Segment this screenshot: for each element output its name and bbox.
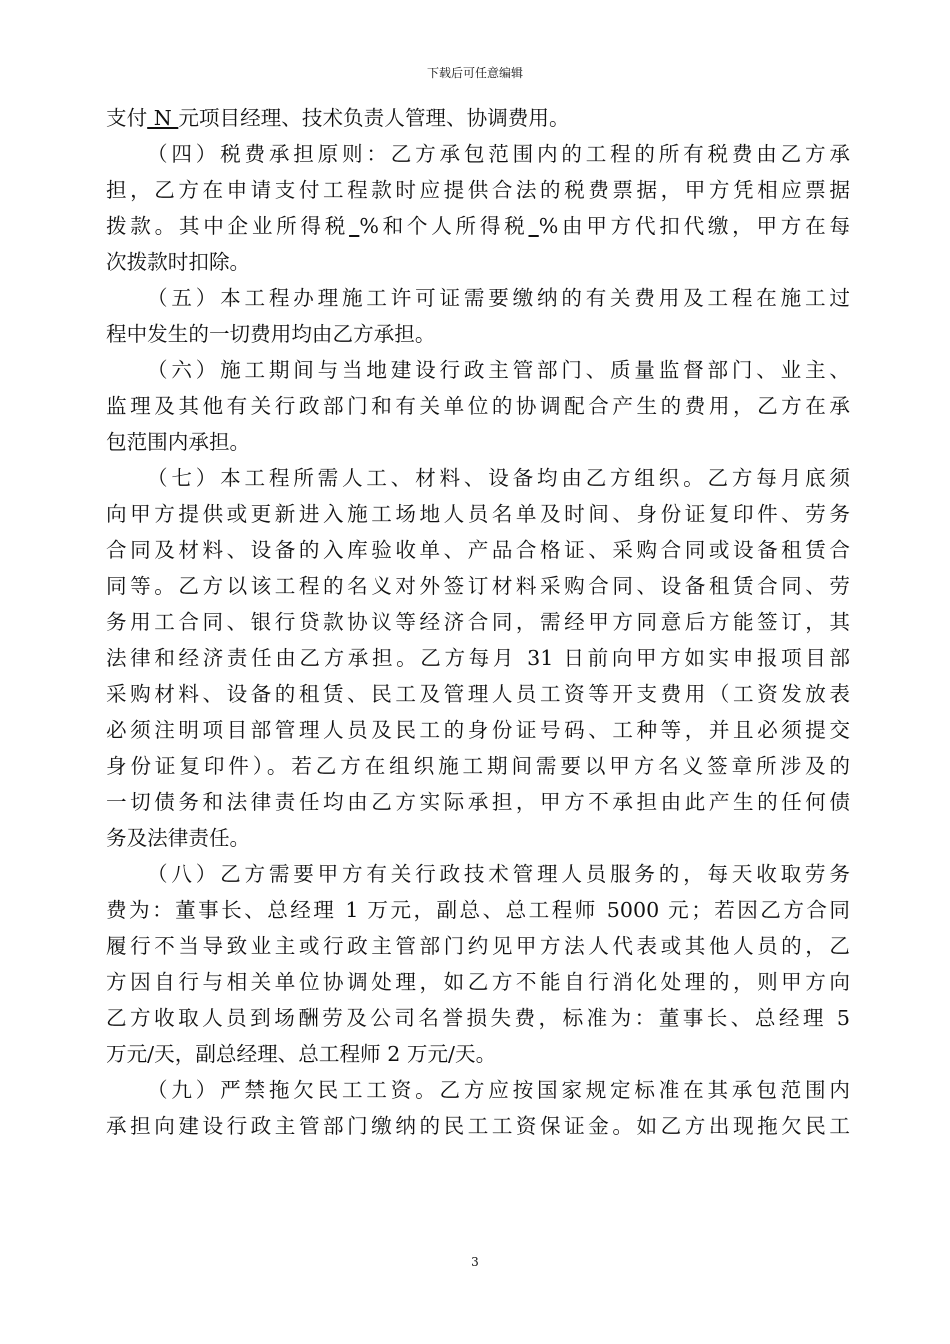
fill-in-blank: N bbox=[147, 106, 179, 130]
paragraph-line: 费为：董事长、总经理 1 万元，副总、总工程师 5000 元；若因乙方合同 bbox=[106, 898, 850, 922]
paragraph-line: （四）税费承担原则：乙方承包范围内的工程的所有税费由乙方承 bbox=[147, 142, 850, 166]
paragraph-line: （七）本工程所需人工、材料、设备均由乙方组织。乙方每月底须 bbox=[147, 466, 850, 490]
paragraph-line: 包范围内承担。 bbox=[106, 430, 251, 454]
paragraph-line: 向甲方提供或更新进入施工场地人员名单及时间、身份证复印件、劳务 bbox=[106, 502, 850, 526]
text-run: %和个人所得税 bbox=[359, 214, 529, 238]
text-run: 拨款。其中企业所得税 bbox=[106, 214, 350, 238]
paragraph-line: 程中发生的一切费用均由乙方承担。 bbox=[106, 322, 436, 346]
paragraph-line: （五）本工程办理施工许可证需要缴纳的有关费用及工程在施工过 bbox=[147, 286, 850, 310]
paragraph-line: （九）严禁拖欠民工工资。乙方应按国家规定标准在其承包范围内 bbox=[147, 1078, 850, 1102]
fill-in-blank bbox=[528, 214, 538, 238]
page-header-note: 下载后可任意编辑 bbox=[426, 66, 523, 80]
paragraph-line bbox=[106, 208, 850, 244]
paragraph-line: 合同及材料、设备的入库验收单、产品合格证、采购合同或设备租赁合 bbox=[106, 538, 850, 562]
paragraph-line: 担，乙方在申请支付工程款时应提供合法的税费票据，甲方凭相应票据 bbox=[106, 178, 850, 202]
paragraph-line: 承担向建设行政主管部门缴纳的民工工资保证金。如乙方出现拖欠民工 bbox=[106, 1114, 850, 1138]
paragraph-line bbox=[106, 100, 850, 136]
paragraph-line: 万元/天，副总经理、总工程师 2 万元/天。 bbox=[106, 1042, 497, 1066]
paragraph-line: 乙方收取人员到场酬劳及公司名誉损失费，标准为：董事长、总经理 5 bbox=[106, 1006, 850, 1030]
paragraph-line: 履行不当导致业主或行政主管部门约见甲方法人代表或其他人员的，乙 bbox=[106, 934, 850, 958]
page-number: 3 bbox=[471, 1255, 479, 1269]
paragraph-line: 同等。乙方以该工程的名义对外签订材料采购合同、设备租赁合同、劳 bbox=[106, 574, 850, 598]
paragraph-line: （八）乙方需要甲方有关行政技术管理人员服务的，每天收取劳务 bbox=[147, 862, 850, 886]
paragraph-line: 次拨款时扣除。 bbox=[106, 250, 251, 274]
paragraph-line: 采购材料、设备的租赁、民工及管理人员工资等开支费用（工资发放表 bbox=[106, 682, 850, 706]
paragraph-line: 监理及其他有关行政部门和有关单位的协调配合产生的费用，乙方在承 bbox=[106, 394, 850, 418]
paragraph-line: 务及法律责任。 bbox=[106, 826, 251, 850]
paragraph-line: 方因自行与相关单位协调处理，如乙方不能自行消化处理的，则甲方向 bbox=[106, 970, 850, 994]
paragraph-line: 务用工合同、银行贷款协议等经济合同，需经甲方同意后方能签订，其 bbox=[106, 610, 850, 634]
text-run: %由甲方代扣代缴，甲方在每 bbox=[538, 214, 850, 238]
paragraph-line: 身份证复印件）。若乙方在组织施工期间需要以甲方名义签章所涉及的 bbox=[106, 754, 850, 778]
paragraph-line: （六）施工期间与当地建设行政主管部门、质量监督部门、业主、 bbox=[147, 358, 850, 382]
text-run: 元项目经理、技术负责人管理、协调费用。 bbox=[178, 106, 570, 130]
text-run: 支付 bbox=[106, 106, 148, 130]
document-body bbox=[106, 100, 850, 1144]
fill-in-blank bbox=[349, 214, 359, 238]
paragraph-line: 必须注明项目部管理人员及民工的身份证号码、工种等，并且必须提交 bbox=[106, 718, 850, 742]
paragraph-line: 法律和经济责任由乙方承担。乙方每月 31 日前向甲方如实申报项目部 bbox=[106, 646, 850, 670]
paragraph-line: 一切债务和法律责任均由乙方实际承担，甲方不承担由此产生的任何债 bbox=[106, 790, 850, 814]
